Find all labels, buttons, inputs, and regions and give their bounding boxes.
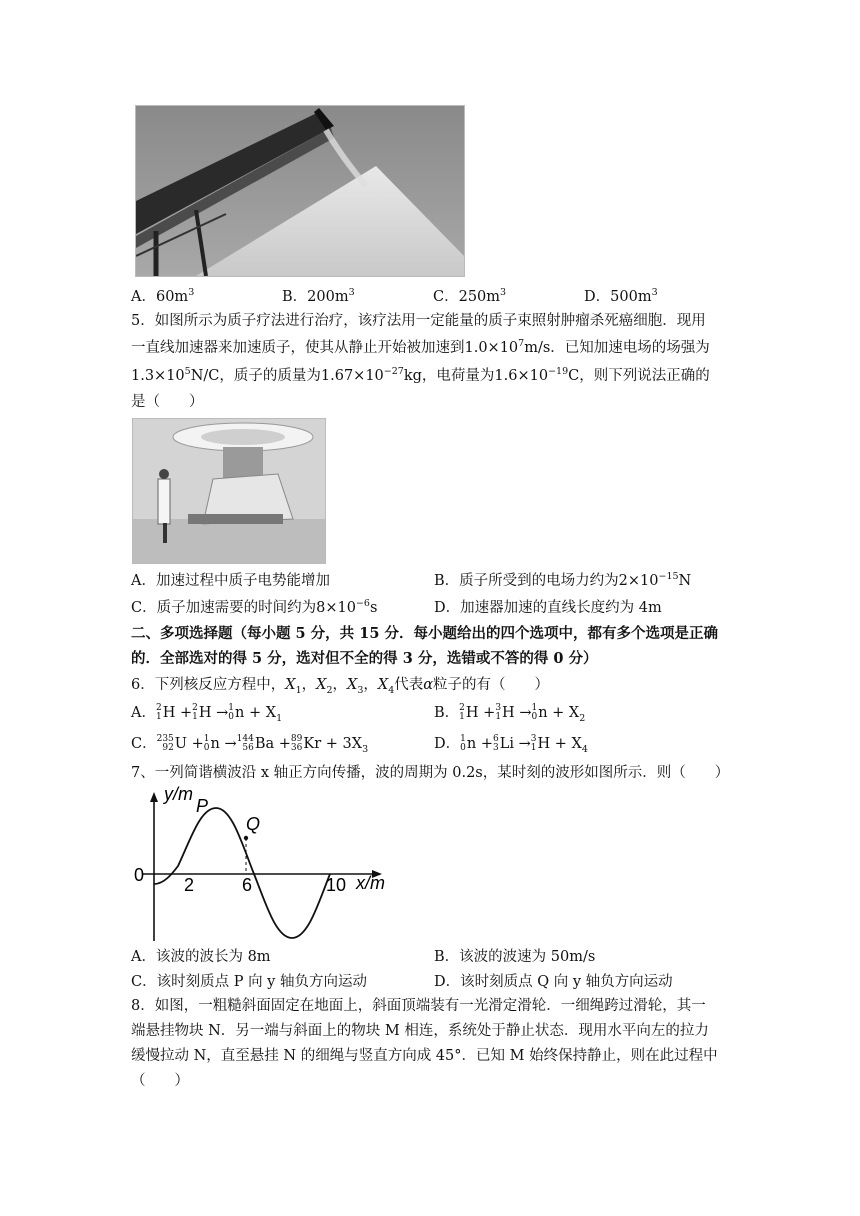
q4-option-b: B．$200m^3$: [282, 287, 355, 305]
q5-line-2: 一直线加速器来加速质子，使其从静止开始被加速到$1.0\times 10^7m/s$．已知加速电场的场强为: [131, 338, 710, 356]
q5-option-a: A．加速过程中质子电势能增加: [131, 573, 330, 589]
q5-option-c: C．质子加速需要的时间约为$8\times 10^{-6}s$: [131, 598, 378, 616]
x-axis-label: x/m: [356, 873, 385, 893]
wave-graph: [130, 786, 410, 946]
q6-option-d: D． 1 0 n + 6 3 Li → 3 1 $H + X_4$: [434, 734, 588, 755]
section2-header-line-1: 二、多项选择题（每小题 5 分，共 15 分．每小题给出的四个选项中，都有多个选项是正确: [131, 625, 718, 642]
section2-header-line-2: 的．全部选对的得 5 分，选对但不全的得 3 分，选错或不答的得 0 分）: [131, 650, 598, 667]
q6-option-a: A． 2 1 H + 2 1 H → 1 0 $n + X_1$: [131, 703, 283, 724]
origin-label: 0: [134, 865, 145, 885]
q7-option-d: D．该时刻质点 Q 向 y 轴负方向运动: [434, 974, 673, 990]
q6-option-c: C． 235 92 U + 1 0 n → 144 56 Ba + 89 36 $Kr + 3X_3$: [131, 734, 369, 755]
q4-option-d: D．$500m^3$: [584, 287, 658, 305]
q5-line-4: 是（ ）: [131, 394, 204, 410]
q7-option-a: A．该波的波长为 8m: [131, 949, 271, 965]
q7-stem: 7、一列简谐横波沿 x 轴正方向传播，波的周期为 0.2s，某时刻的波形如图所示．则（ ）: [131, 765, 730, 781]
q5-line-1: 5．如图所示为质子疗法进行治疗，该疗法用一定能量的质子束照射肿瘤杀死癌细胞．现用: [131, 313, 706, 329]
q6-stem: 6．下列核反应方程中，$X_1$，$X_2$，$X_3$，$X_4$代表α粒子的有（ ）: [131, 677, 550, 696]
tick-2: 2: [184, 875, 195, 895]
q8-line-3: 缓慢拉动 N，直至悬挂 N 的细绳与竖直方向成 45°．已知 M 始终保持静止，则在此过程中: [131, 1048, 718, 1064]
q8-line-2: 端悬挂物块 N．另一端与斜面上的物块 M 相连，系统处于静止状态．现用水平向左的拉力: [131, 1023, 709, 1039]
wave-curve: [154, 808, 330, 938]
q5-option-b: B．质子所受到的电场力约为$2\times 10^{-15}N$: [434, 571, 692, 589]
q7-option-b: B．该波的波速为 50m/s: [434, 949, 596, 965]
q4-option-a: A．$60m^3$: [131, 287, 195, 305]
point-q-label: Q: [246, 814, 261, 834]
q4-option-c: C．$250m^3$: [433, 287, 507, 305]
q6-option-b: B． 2 1 H + 3 1 H → 1 0 $n + X_2$: [434, 703, 586, 724]
q8-line-1: 8．如图，一粗糙斜面固定在地面上，斜面顶端装有一光滑定滑轮．一细绳跨过滑轮，其一: [131, 998, 706, 1014]
q5-line-3: $1.3\times 10^5N/C$，质子的质量为$1.67\times 10^{-27}kg$，电荷量为$1.6\times 10^{-19}C$，则下列说法正确的: [131, 366, 710, 384]
q7-option-c: C．该时刻质点 P 向 y 轴负方向运动: [131, 974, 367, 990]
tick-6: 6: [242, 875, 253, 895]
q8-line-4: （ ）: [131, 1073, 189, 1089]
point-p-label: P: [196, 796, 209, 816]
y-axis-label: y/m: [164, 786, 193, 804]
tick-10: 10: [326, 875, 347, 895]
proton-therapy-photo: [132, 418, 326, 564]
q5-option-d: D．加速器加速的直线长度约为 4m: [434, 600, 662, 616]
conveyor-photo: [135, 105, 465, 277]
